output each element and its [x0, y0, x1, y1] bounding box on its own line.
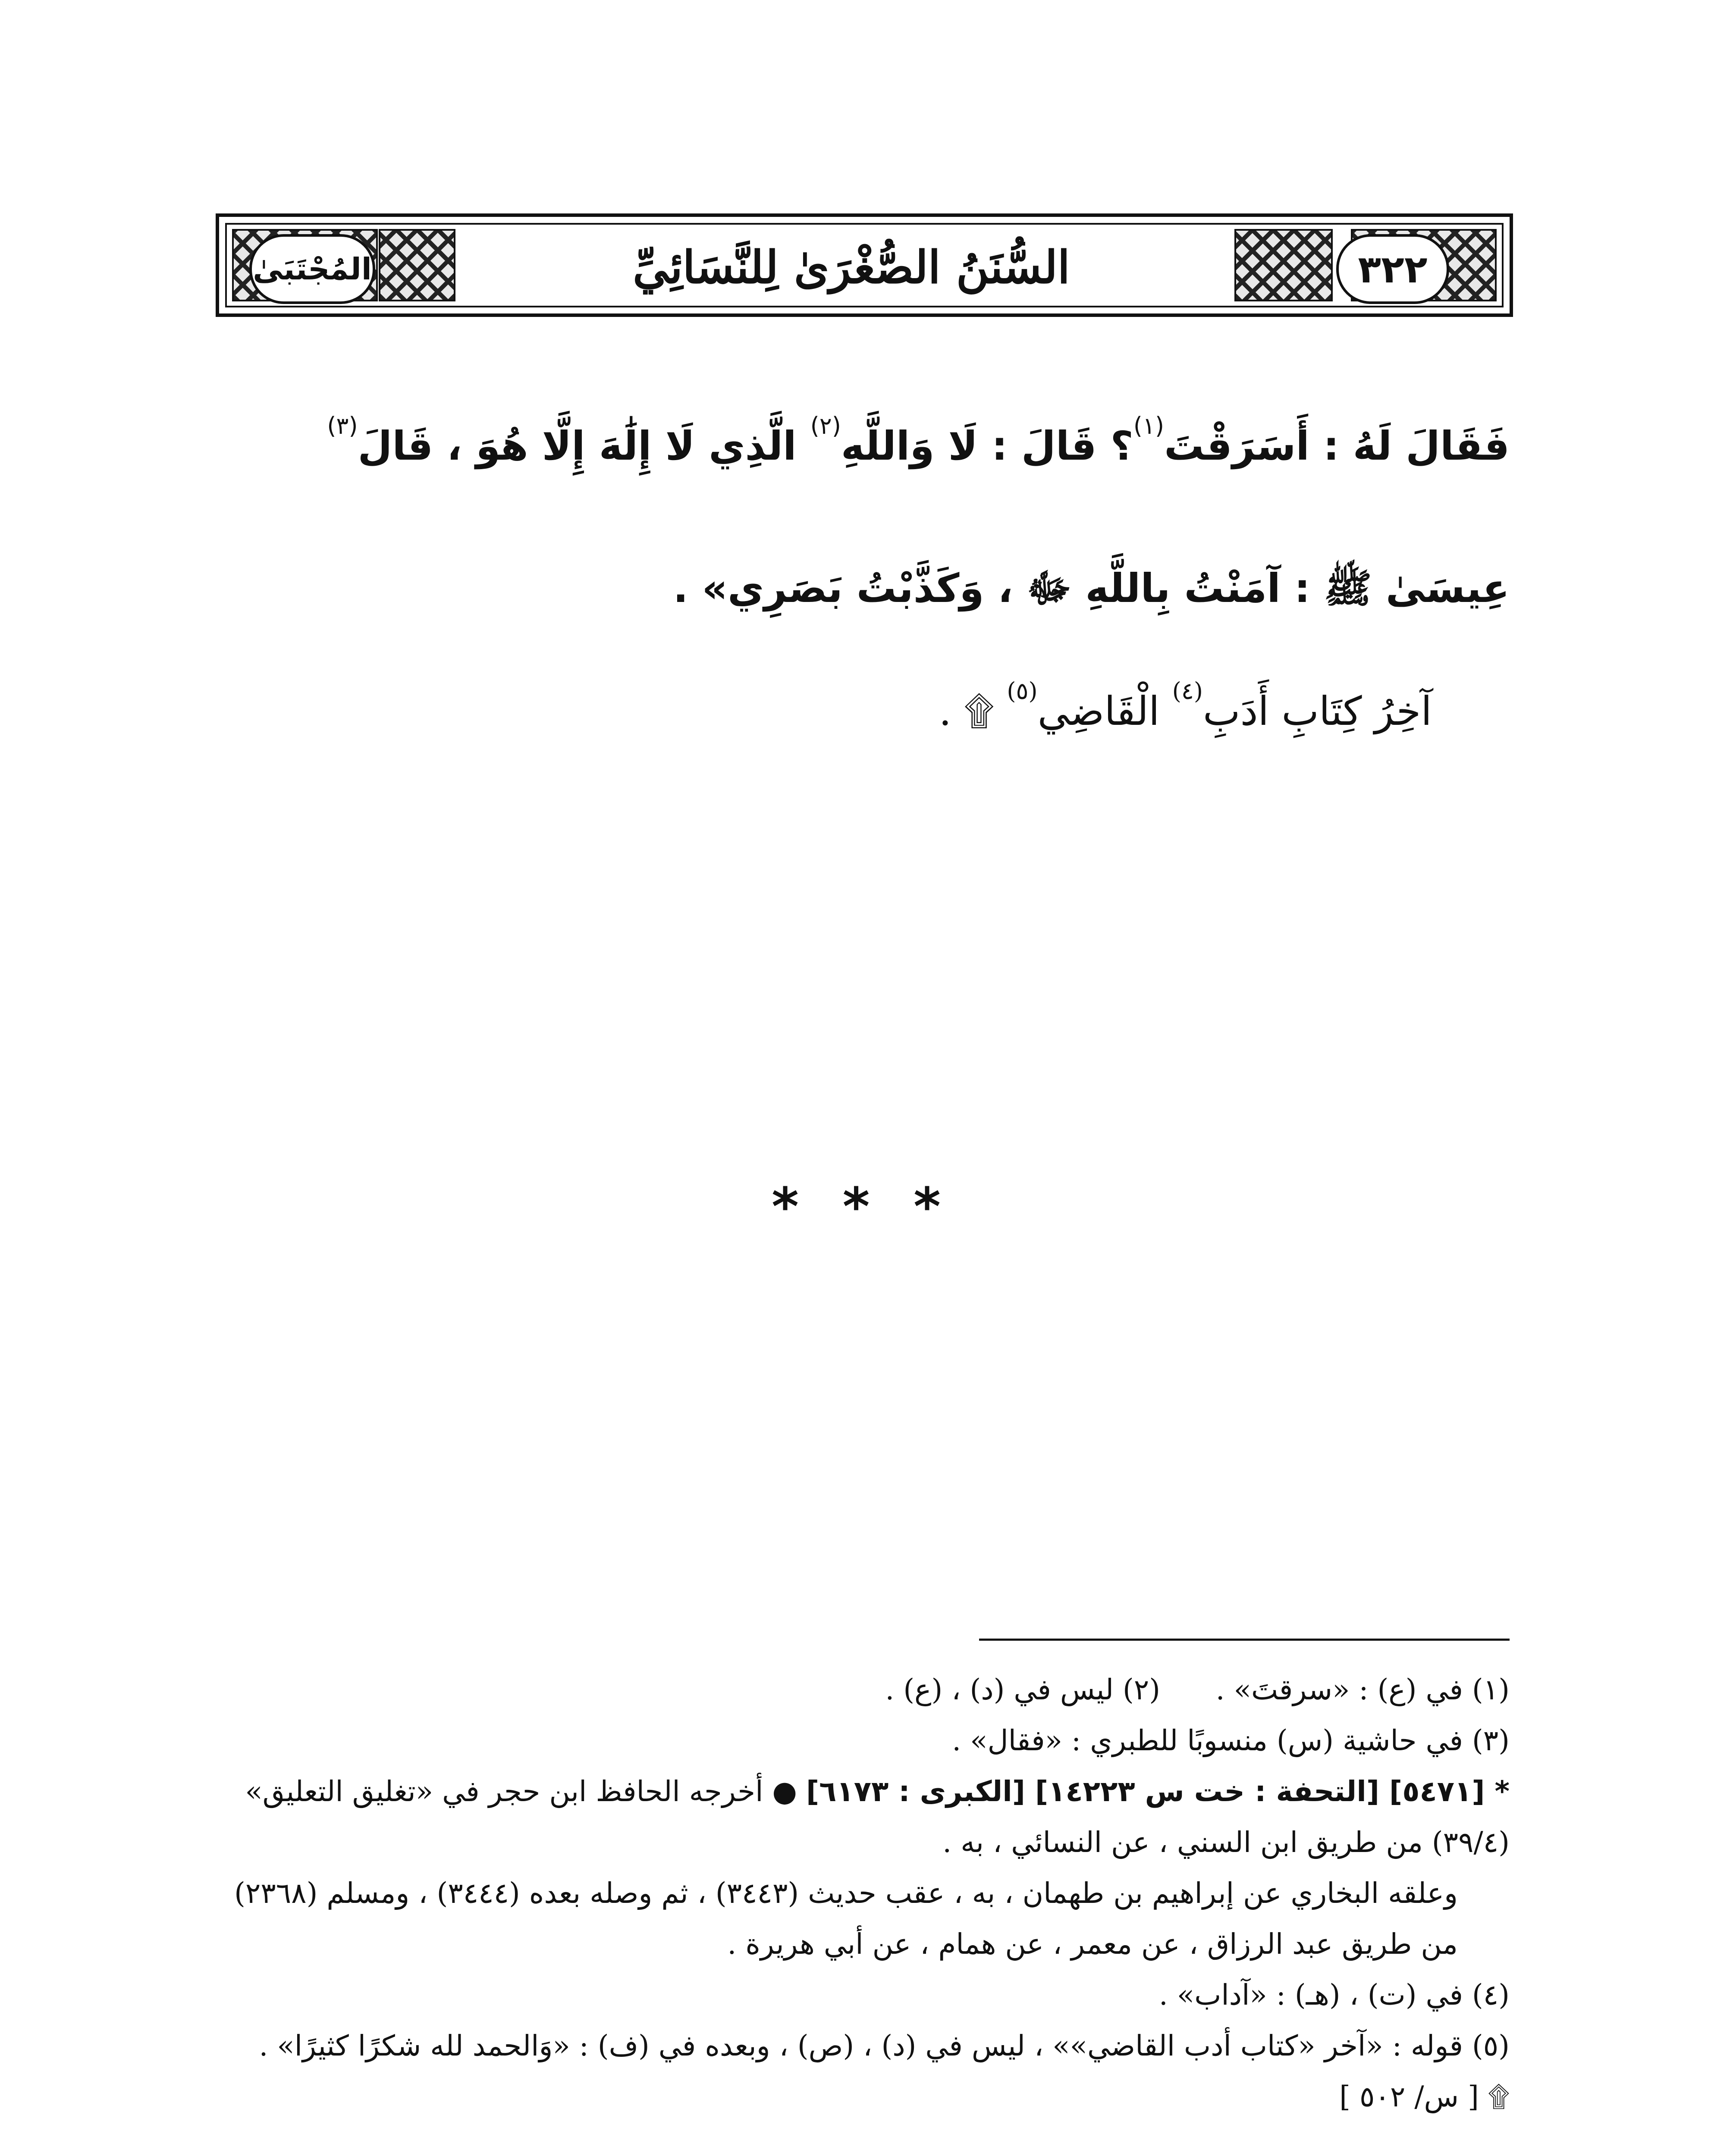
running-header: [216, 213, 1513, 317]
book-short-title: المُجْتَبَىٰ: [249, 234, 375, 304]
chapter-end-part: الْقَاضِي: [1037, 688, 1172, 734]
header-ornament-right-inner: [1234, 229, 1333, 301]
hadith-text-part: عِيسَىٰ ﷺ : آمَنْتُ بِاللَّهِ ﷻ ، وَكَذَّبْتُ بَصَرِي» .: [673, 565, 1510, 611]
footnote-marker: (١): [1133, 412, 1165, 439]
main-text: [216, 375, 1510, 1237]
header-ornament-left-inner: [379, 229, 455, 301]
hadith-text-part: ؟ قَالَ : لَا وَاللَّهِ: [841, 423, 1133, 469]
footnote-row: [216, 1664, 1510, 1715]
hadith-text: [216, 375, 1510, 660]
hadith-text-part: فَقَالَ لَهُ : أَسَرَقْتَ: [1164, 423, 1510, 469]
hadith-text-part: الَّذِي لَا إِلَٰهَ إِلَّا هُوَ ، قَالَ: [358, 423, 810, 469]
footnote-marker: (٢): [810, 412, 841, 439]
footnotes: [216, 1664, 1510, 2122]
section-separator-stars: * * *: [772, 1177, 954, 1237]
takhrij-continuation: وعلقه البخاري عن إبراهيم بن طهمان ، به ، عقب حديث (٣٤٤٣) ، ثم وصله بعده (٣٤٤٤) ، ومسلم (٢٣٦٨) من طريق عبد الرزاق ، عن معمر ، عن همام ، عن أبي هريرة .: [234, 1877, 1458, 1961]
takhrij: [216, 1766, 1510, 1868]
footnote-marker: (٣): [327, 412, 358, 439]
footnote-3: (٣) في حاشية (س) منسوبًا للطبري : «فقال» .: [952, 1724, 1510, 1757]
book-title: السُّنَنُ الصُّغْرَىٰ لِلنَّسَائِيِّ: [495, 229, 1208, 305]
footnote-5: (٥) قوله : «آخر «كتاب أدب القاضي»» ، ليس في (د) ، (ص) ، وبعده في (ف) : «وَالحمد لله شكرًا كثيرًا» .: [259, 2029, 1510, 2062]
chapter-end-line: [216, 660, 1510, 763]
footnote-separator: [979, 1639, 1510, 1641]
chapter-end-part: ۩ .: [939, 688, 1007, 734]
footnote-4: (٤) في (ت) ، (هـ) : «آداب» .: [1158, 1978, 1510, 2012]
page-number: ٣٢٢: [1336, 234, 1449, 304]
takhrij-text: ● أخرجه الحافظ ابن حجر في «تغليق التعليق» (٣٩/٤) من طريق ابن السني ، عن النسائي ، به .: [245, 1775, 1510, 1859]
footnote-2: (٢) ليس في (د) ، (ع) .: [885, 1673, 1160, 1706]
manuscript-reference: ۩ [ س/ ٥٠٢ ]: [1339, 2080, 1510, 2113]
footnote-marker: (٤): [1172, 677, 1203, 705]
takhrij-reference: * [٥٤٧١] [التحفة : خت س ١٤٢٢٣] [الكبرى : ٦١٧٣]: [806, 1775, 1510, 1808]
footnote-1: (١) في (ع) : «سرقتَ» .: [1215, 1673, 1510, 1706]
chapter-end-part: آخِرُ كِتَابِ أَدَبِ: [1202, 688, 1432, 734]
footnote-marker: (٥): [1007, 677, 1038, 705]
